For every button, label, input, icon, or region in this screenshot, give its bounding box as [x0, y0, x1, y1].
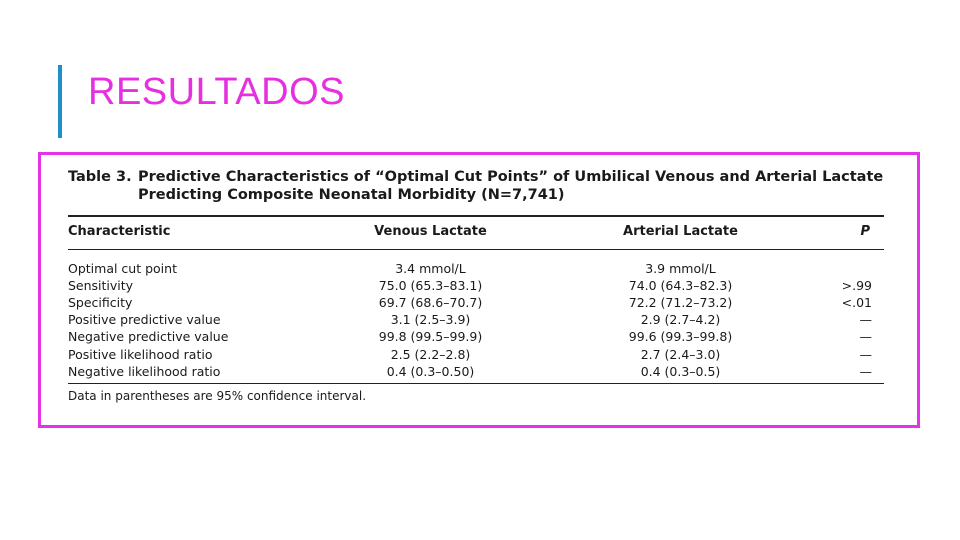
title-accent-bar [58, 65, 62, 138]
cell-p: — [859, 329, 872, 345]
cell-arterial: 99.6 (99.3–99.8) [628, 329, 733, 345]
table-caption-line1: Predictive Characteristics of “Optimal Cut Points” of Umbilical Venous and Arterial Lactate [138, 169, 884, 185]
table-header-row [68, 224, 884, 240]
header-arterial-lactate: Arterial Lactate [623, 223, 738, 239]
table-header-rule [68, 249, 884, 250]
table-caption [68, 168, 884, 204]
cell-characteristic: Negative predictive value [68, 329, 229, 345]
table-row [68, 311, 884, 328]
cell-venous: 0.4 (0.3–0.50) [386, 363, 475, 379]
cell-characteristic: Sensitivity [68, 277, 134, 293]
cell-arterial: 72.2 (71.2–73.2) [628, 294, 733, 310]
table-caption-label: Table 3. [68, 169, 132, 185]
header-characteristic: Characteristic [68, 223, 171, 239]
table-footnote: Data in parentheses are 95% confidence interval. [68, 389, 367, 404]
cell-characteristic: Positive likelihood ratio [68, 346, 213, 362]
slide-title: RESULTADOS [88, 71, 345, 113]
cell-p: <.01 [841, 294, 872, 310]
cell-venous: 75.0 (65.3–83.1) [378, 277, 483, 293]
cell-venous: 3.4 mmol/L [395, 260, 466, 276]
cell-characteristic: Negative likelihood ratio [68, 363, 221, 379]
table-image-frame [38, 152, 920, 428]
cell-arterial: 74.0 (64.3–82.3) [628, 277, 733, 293]
header-venous-lactate: Venous Lactate [374, 223, 487, 239]
table-body [68, 260, 884, 380]
table-row [68, 277, 884, 294]
cell-arterial: 0.4 (0.3–0.5) [640, 363, 721, 379]
table-caption-line2: Predicting Composite Neonatal Morbidity (N=7,741) [138, 187, 565, 203]
cell-arterial: 3.9 mmol/L [645, 260, 716, 276]
table-row [68, 346, 884, 363]
cell-arterial: 2.9 (2.7–4.2) [640, 312, 721, 328]
cell-characteristic: Specificity [68, 294, 133, 310]
table-row [68, 328, 884, 345]
cell-venous: 2.5 (2.2–2.8) [390, 346, 471, 362]
table-top-rule [68, 215, 884, 217]
table-row [68, 363, 884, 380]
table-row [68, 294, 884, 311]
results-table [68, 168, 884, 403]
cell-venous: 69.7 (68.6–70.7) [378, 294, 483, 310]
cell-p: — [859, 346, 872, 362]
table-row [68, 260, 884, 277]
table-bottom-rule [68, 383, 884, 385]
cell-characteristic: Optimal cut point [68, 260, 177, 276]
cell-arterial: 2.7 (2.4–3.0) [640, 346, 721, 362]
cell-p [768, 260, 884, 277]
cell-venous: 3.1 (2.5–3.9) [390, 312, 471, 328]
cell-characteristic: Positive predictive value [68, 312, 221, 328]
header-p-value: P [860, 223, 870, 239]
cell-venous: 99.8 (99.5–99.9) [378, 329, 483, 345]
cell-p: — [859, 312, 872, 328]
cell-p: >.99 [841, 277, 872, 293]
cell-p: — [859, 363, 872, 379]
